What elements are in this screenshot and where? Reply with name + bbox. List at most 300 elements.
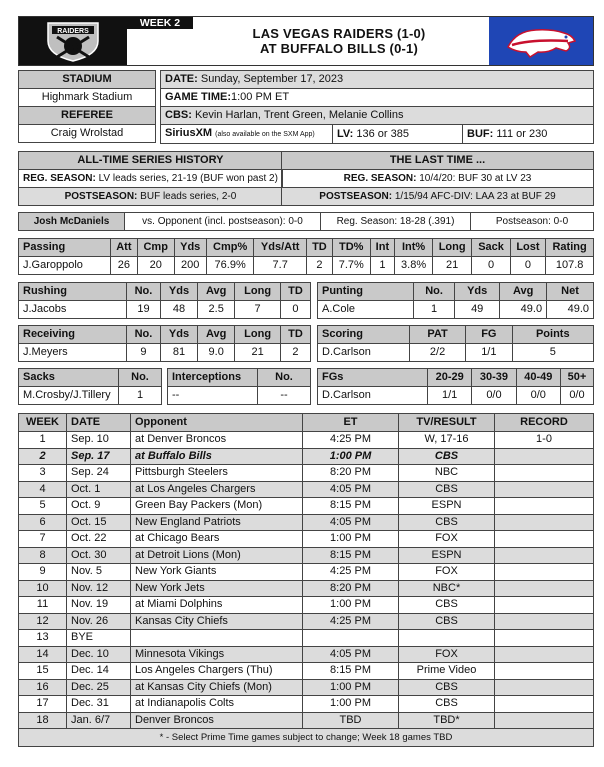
schedule-record xyxy=(495,448,594,465)
fgs-header-cell: FGs xyxy=(318,369,428,387)
schedule-time: 8:15 PM xyxy=(303,663,399,680)
interceptions-cell: -- xyxy=(258,387,311,405)
schedule-tv-result: ESPN xyxy=(399,547,495,564)
coach-postseason: Postseason: 0-0 xyxy=(471,213,594,231)
punting-header-cell: Yds xyxy=(455,283,500,301)
fgs-cell: 0/0 xyxy=(516,387,560,405)
last-time-reg-value: 10/4/20: BUF 30 at LV 23 xyxy=(419,173,532,184)
schedule-row xyxy=(19,597,594,614)
radio-label: SiriusXM xyxy=(165,127,213,139)
schedule-week: 13 xyxy=(19,630,67,647)
date-label: DATE: xyxy=(165,73,198,85)
rushing-header-row xyxy=(19,283,311,301)
schedule-row xyxy=(19,498,594,515)
schedule-opponent: at Chicago Bears xyxy=(131,531,303,548)
coach-vs-opponent: vs. Opponent (incl. postseason): 0-0 xyxy=(125,213,321,231)
passing-header-cell: Att xyxy=(111,239,138,257)
rushing-cell: 48 xyxy=(160,301,197,319)
schedule-header-cell: ET xyxy=(303,414,399,432)
schedule-header-cell: Opponent xyxy=(131,414,303,432)
schedule-record xyxy=(495,712,594,729)
schedule-time: 1:00 PM xyxy=(303,531,399,548)
punting-header-cell: Punting xyxy=(318,283,414,301)
schedule-header-row xyxy=(19,414,594,432)
punting-header-cell: Avg xyxy=(500,283,547,301)
fgs-cell: D.Carlson xyxy=(318,387,428,405)
schedule-tv-result: TBD* xyxy=(399,712,495,729)
last-time-reg-row xyxy=(282,170,594,188)
schedule-opponent xyxy=(131,630,303,647)
rushing-header-cell: No. xyxy=(127,283,161,301)
scoring-cell: 1/1 xyxy=(466,344,512,362)
rushing-header-cell: Avg xyxy=(198,283,235,301)
passing-header-row xyxy=(19,239,594,257)
last-time-table xyxy=(281,151,594,206)
schedule-opponent: Pittsburgh Steelers xyxy=(131,465,303,482)
passing-cell: 26 xyxy=(111,257,138,275)
schedule-time: 1:00 PM xyxy=(303,679,399,696)
tv-label: CBS: xyxy=(165,109,192,121)
schedule-row xyxy=(19,696,594,713)
schedule-date: Nov. 26 xyxy=(67,613,131,630)
rushing-header-cell: TD xyxy=(280,283,310,301)
receiving-header-cell: No. xyxy=(127,326,161,344)
passing-header-cell: Passing xyxy=(19,239,111,257)
schedule-time: 4:25 PM xyxy=(303,432,399,449)
schedule-record xyxy=(495,679,594,696)
schedule-tv-result: CBS xyxy=(399,613,495,630)
receiving-header-cell: TD xyxy=(280,326,310,344)
series-post-label: POSTSEASON: xyxy=(64,191,138,202)
passing-cell: 200 xyxy=(174,257,206,275)
schedule-date: Oct. 15 xyxy=(67,514,131,531)
rushing-header-cell: Rushing xyxy=(19,283,127,301)
schedule-time xyxy=(303,630,399,647)
schedule-week: 15 xyxy=(19,663,67,680)
week-label: WEEK 2 xyxy=(127,17,193,29)
schedule-week: 12 xyxy=(19,613,67,630)
receiving-cell: 9 xyxy=(127,344,161,362)
passing-cell: 2 xyxy=(306,257,332,275)
schedule-record xyxy=(495,531,594,548)
passing-cell: 7.7% xyxy=(332,257,370,275)
schedule-date: Oct. 1 xyxy=(67,481,131,498)
schedule-opponent: at Buffalo Bills xyxy=(131,448,303,465)
schedule-time: 1:00 PM xyxy=(303,597,399,614)
rushing-cell: J.Jacobs xyxy=(19,301,127,319)
schedule-week: 1 xyxy=(19,432,67,449)
receiving-header-cell: Yds xyxy=(160,326,197,344)
schedule-record: 1-0 xyxy=(495,432,594,449)
scoring-header-cell: PAT xyxy=(410,326,466,344)
schedule-row xyxy=(19,613,594,630)
schedule-time: 1:00 PM xyxy=(303,696,399,713)
interceptions-header-cell: Interceptions xyxy=(168,369,258,387)
sacks-data-row xyxy=(19,387,162,405)
rushing-cell: 19 xyxy=(127,301,161,319)
scoring-header-cell: Points xyxy=(512,326,593,344)
fgs-cell: 0/0 xyxy=(560,387,593,405)
last-time-title: THE LAST TIME ... xyxy=(282,152,594,170)
schedule-week: 4 xyxy=(19,481,67,498)
receiving-data-row xyxy=(19,344,311,362)
punting-cell: 1 xyxy=(414,301,455,319)
schedule-tv-result: CBS xyxy=(399,448,495,465)
schedule-row xyxy=(19,712,594,729)
scoring-header-row xyxy=(318,326,594,344)
schedule-row xyxy=(19,679,594,696)
rushing-header-cell: Long xyxy=(235,283,281,301)
date-row xyxy=(161,71,594,89)
sacks-header-row xyxy=(19,369,162,387)
punting-cell: A.Cole xyxy=(318,301,414,319)
last-time-post-label: POSTSEASON: xyxy=(319,191,393,202)
schedule-row xyxy=(19,481,594,498)
schedule-opponent: New York Jets xyxy=(131,580,303,597)
punting-cell: 49.0 xyxy=(500,301,547,319)
schedule-row xyxy=(19,465,594,482)
schedule-date: Sep. 24 xyxy=(67,465,131,482)
schedule-week: 9 xyxy=(19,564,67,581)
schedule-opponent: at Kansas City Chiefs (Mon) xyxy=(131,679,303,696)
fgs-data-row xyxy=(318,387,594,405)
schedule-tv-result: CBS xyxy=(399,696,495,713)
passing-cell: J.Garoppolo xyxy=(19,257,111,275)
schedule-week: 16 xyxy=(19,679,67,696)
sacks-table xyxy=(18,368,162,405)
schedule-tv-result: CBS xyxy=(399,679,495,696)
schedule-record xyxy=(495,564,594,581)
schedule-opponent: at Miami Dolphins xyxy=(131,597,303,614)
series-reg-value: LV leads series, 21-19 (BUF won past 2) xyxy=(98,173,278,184)
schedule-date: BYE xyxy=(67,630,131,647)
schedule-week: 11 xyxy=(19,597,67,614)
schedule-header-cell: DATE xyxy=(67,414,131,432)
receiving-header-cell: Avg xyxy=(198,326,235,344)
receiving-cell: 21 xyxy=(235,344,281,362)
radio-cell xyxy=(161,125,333,144)
schedule-record xyxy=(495,465,594,482)
referee-name: Craig Wrolstad xyxy=(19,125,156,143)
schedule-footnote: * - Select Prime Time games subject to change; Week 18 games TBD xyxy=(19,729,594,747)
schedule-record xyxy=(495,630,594,647)
schedule-tv-result: Prime Video xyxy=(399,663,495,680)
fgs-header-row xyxy=(318,369,594,387)
schedule-record xyxy=(495,580,594,597)
schedule-time: 4:05 PM xyxy=(303,646,399,663)
schedule-date: Nov. 12 xyxy=(67,580,131,597)
schedule-row xyxy=(19,564,594,581)
series-history-table xyxy=(18,151,283,206)
sacks-header-cell: No. xyxy=(119,369,162,387)
schedule-record xyxy=(495,481,594,498)
coach-reg-season: Reg. Season: 18-28 (.391) xyxy=(321,213,471,231)
bills-logo xyxy=(489,17,593,65)
passing-cell: 1 xyxy=(370,257,395,275)
schedule-opponent: at Indianapolis Colts xyxy=(131,696,303,713)
venue-table xyxy=(18,70,156,143)
passing-header-cell: Sack xyxy=(472,239,510,257)
buf-radio-cell xyxy=(463,125,594,144)
schedule-week: 5 xyxy=(19,498,67,515)
sacks-header-cell: Sacks xyxy=(19,369,119,387)
schedule-tv-result: NBC xyxy=(399,465,495,482)
buf-channels: 111 or 230 xyxy=(496,127,548,140)
fgs-header-cell: 40-49 xyxy=(516,369,560,387)
schedule-row xyxy=(19,531,594,548)
fgs-header-cell: 30-39 xyxy=(472,369,516,387)
schedule-row xyxy=(19,547,594,564)
sacks-cell: M.Crosby/J.Tillery xyxy=(19,387,119,405)
schedule-week: 8 xyxy=(19,547,67,564)
matchup-title-line1: LAS VEGAS RAIDERS (1-0) xyxy=(252,26,426,41)
scoring-cell: 5 xyxy=(512,344,593,362)
schedule-date: Oct. 30 xyxy=(67,547,131,564)
receiving-cell: 2 xyxy=(280,344,310,362)
schedule-opponent: at Denver Broncos xyxy=(131,432,303,449)
schedule-tv-result: FOX xyxy=(399,564,495,581)
schedule-date: Dec. 31 xyxy=(67,696,131,713)
schedule-tv-result: CBS xyxy=(399,597,495,614)
schedule-table xyxy=(18,413,594,747)
schedule-opponent: Kansas City Chiefs xyxy=(131,613,303,630)
schedule-time: 8:20 PM xyxy=(303,580,399,597)
punting-header-cell: No. xyxy=(414,283,455,301)
schedule-time: 8:15 PM xyxy=(303,547,399,564)
fgs-header-cell: 50+ xyxy=(560,369,593,387)
scoring-cell: D.Carlson xyxy=(318,344,410,362)
rushing-cell: 0 xyxy=(280,301,310,319)
series-post-value: BUF leads series, 2-0 xyxy=(140,191,237,202)
game-time: 1:00 PM ET xyxy=(231,91,290,103)
schedule-opponent: New England Patriots xyxy=(131,514,303,531)
last-time-reg-label: REG. SEASON: xyxy=(343,173,417,184)
passing-cell: 7.7 xyxy=(254,257,306,275)
schedule-date: Nov. 19 xyxy=(67,597,131,614)
passing-cell: 21 xyxy=(432,257,472,275)
schedule-record xyxy=(495,514,594,531)
passing-header-cell: TD% xyxy=(332,239,370,257)
fgs-cell: 0/0 xyxy=(472,387,516,405)
interceptions-cell: -- xyxy=(168,387,258,405)
schedule-week: 3 xyxy=(19,465,67,482)
passing-header-cell: Yds/Att xyxy=(254,239,306,257)
schedule-record xyxy=(495,663,594,680)
passing-cell: 20 xyxy=(137,257,174,275)
receiving-table xyxy=(18,325,311,362)
schedule-row xyxy=(19,432,594,449)
receiving-cell: 9.0 xyxy=(198,344,235,362)
scoring-header-cell: FG xyxy=(466,326,512,344)
passing-header-cell: Long xyxy=(432,239,472,257)
game-date: Sunday, September 17, 2023 xyxy=(200,73,344,85)
passing-header-cell: Cmp xyxy=(137,239,174,257)
punting-data-row xyxy=(318,301,594,319)
passing-cell: 76.9% xyxy=(206,257,254,275)
schedule-tv-result: CBS xyxy=(399,514,495,531)
schedule-date: Nov. 5 xyxy=(67,564,131,581)
buf-label: BUF: xyxy=(467,127,494,140)
schedule-body xyxy=(19,432,594,729)
schedule-time: 8:15 PM xyxy=(303,498,399,515)
coach-name: Josh McDaniels xyxy=(19,213,125,231)
schedule-record xyxy=(495,547,594,564)
game-header xyxy=(18,16,594,66)
receiving-header-cell: Long xyxy=(235,326,281,344)
interceptions-header-row xyxy=(168,369,311,387)
schedule-time: 4:05 PM xyxy=(303,514,399,531)
passing-cell: 107.8 xyxy=(546,257,594,275)
schedule-week: 6 xyxy=(19,514,67,531)
schedule-row xyxy=(19,580,594,597)
raiders-shield-icon xyxy=(42,19,104,63)
sacks-cell: 1 xyxy=(119,387,162,405)
fgs-cell: 1/1 xyxy=(428,387,472,405)
schedule-row xyxy=(19,663,594,680)
schedule-tv-result: CBS xyxy=(399,481,495,498)
passing-cell: 0 xyxy=(472,257,510,275)
scoring-header-cell: Scoring xyxy=(318,326,410,344)
matchup-title-line2: AT BUFFALO BILLS (0-1) xyxy=(260,41,418,56)
schedule-opponent: Los Angeles Chargers (Thu) xyxy=(131,663,303,680)
schedule-date: Oct. 22 xyxy=(67,531,131,548)
schedule-week: 7 xyxy=(19,531,67,548)
referee-label: REFEREE xyxy=(19,107,156,125)
series-post-row xyxy=(19,188,283,206)
matchup-title xyxy=(194,26,484,56)
interceptions-data-row xyxy=(168,387,311,405)
scoring-cell: 2/2 xyxy=(410,344,466,362)
passing-header-cell: Rating xyxy=(546,239,594,257)
rushing-data-row xyxy=(19,301,311,319)
passing-header-cell: Cmp% xyxy=(206,239,254,257)
passing-cell: 3.8% xyxy=(395,257,433,275)
schedule-week: 2 xyxy=(19,448,67,465)
schedule-record xyxy=(495,597,594,614)
passing-header-cell: Lost xyxy=(510,239,546,257)
schedule-opponent: at Detroit Lions (Mon) xyxy=(131,547,303,564)
schedule-row xyxy=(19,448,594,465)
punting-table xyxy=(317,282,594,319)
rushing-header-cell: Yds xyxy=(160,283,197,301)
schedule-row xyxy=(19,646,594,663)
lv-channels: 136 or 385 xyxy=(356,127,409,140)
passing-header-cell: Int xyxy=(370,239,395,257)
schedule-tv-result: ESPN xyxy=(399,498,495,515)
schedule-date: Dec. 25 xyxy=(67,679,131,696)
punting-cell: 49.0 xyxy=(547,301,594,319)
schedule-time: 4:05 PM xyxy=(303,481,399,498)
schedule-date: Dec. 10 xyxy=(67,646,131,663)
schedule-header-cell: TV/RESULT xyxy=(399,414,495,432)
scoring-data-row xyxy=(318,344,594,362)
schedule-date: Dec. 14 xyxy=(67,663,131,680)
schedule-time: 8:20 PM xyxy=(303,465,399,482)
bills-buffalo-icon xyxy=(502,21,580,61)
radio-note: (also available on the SXM App) xyxy=(215,131,315,138)
passing-data-row xyxy=(19,257,594,275)
schedule-row xyxy=(19,514,594,531)
schedule-time: 4:25 PM xyxy=(303,564,399,581)
schedule-opponent: Denver Broncos xyxy=(131,712,303,729)
schedule-record xyxy=(495,498,594,515)
last-time-post-value: 1/15/94 AFC-DIV: LAA 23 at BUF 29 xyxy=(394,191,556,202)
schedule-week: 17 xyxy=(19,696,67,713)
raiders-logo xyxy=(19,17,127,65)
stadium-label: STADIUM xyxy=(19,71,156,89)
time-row xyxy=(161,89,594,107)
lv-radio-cell xyxy=(333,125,463,144)
game-info-table xyxy=(160,70,594,144)
punting-header-cell: Net xyxy=(547,283,594,301)
svg-text:RAIDERS: RAIDERS xyxy=(57,28,89,35)
passing-table xyxy=(18,238,594,275)
series-history-title: ALL-TIME SERIES HISTORY xyxy=(19,152,283,170)
time-label: GAME TIME: xyxy=(165,91,231,103)
schedule-header-cell: WEEK xyxy=(19,414,67,432)
series-reg-row xyxy=(19,170,283,188)
schedule-date: Sep. 10 xyxy=(67,432,131,449)
schedule-row xyxy=(19,630,594,647)
schedule-tv-result: W, 17-16 xyxy=(399,432,495,449)
receiving-header-row xyxy=(19,326,311,344)
rushing-cell: 2.5 xyxy=(198,301,235,319)
schedule-header-cell: RECORD xyxy=(495,414,594,432)
schedule-time: 4:25 PM xyxy=(303,613,399,630)
passing-header-cell: Yds xyxy=(174,239,206,257)
schedule-tv-result: FOX xyxy=(399,646,495,663)
schedule-record xyxy=(495,646,594,663)
schedule-opponent: at Los Angeles Chargers xyxy=(131,481,303,498)
schedule-tv-result: NBC* xyxy=(399,580,495,597)
stadium-name: Highmark Stadium xyxy=(19,89,156,107)
interceptions-header-cell: No. xyxy=(258,369,311,387)
tv-row xyxy=(161,107,594,125)
receiving-header-cell: Receiving xyxy=(19,326,127,344)
schedule-week: 14 xyxy=(19,646,67,663)
receiving-cell: 81 xyxy=(160,344,197,362)
fgs-header-cell: 20-29 xyxy=(428,369,472,387)
passing-header-cell: Int% xyxy=(395,239,433,257)
punting-header-row xyxy=(318,283,594,301)
schedule-opponent: New York Giants xyxy=(131,564,303,581)
scoring-table xyxy=(317,325,594,362)
interceptions-table xyxy=(167,368,311,405)
passing-header-cell: TD xyxy=(306,239,332,257)
schedule-week: 10 xyxy=(19,580,67,597)
schedule-opponent: Green Bay Packers (Mon) xyxy=(131,498,303,515)
schedule-date: Sep. 17 xyxy=(67,448,131,465)
schedule-date: Jan. 6/7 xyxy=(67,712,131,729)
schedule-tv-result xyxy=(399,630,495,647)
schedule-time: 1:00 PM xyxy=(303,448,399,465)
punting-cell: 49 xyxy=(455,301,500,319)
schedule-time: TBD xyxy=(303,712,399,729)
rushing-table xyxy=(18,282,311,319)
lv-label: LV: xyxy=(337,127,354,140)
series-reg-label: REG. SEASON: xyxy=(23,173,96,184)
schedule-week: 18 xyxy=(19,712,67,729)
receiving-cell: J.Meyers xyxy=(19,344,127,362)
rushing-cell: 7 xyxy=(235,301,281,319)
fgs-table xyxy=(317,368,594,405)
schedule-date: Oct. 9 xyxy=(67,498,131,515)
schedule-record xyxy=(495,613,594,630)
passing-cell: 0 xyxy=(510,257,546,275)
last-time-post-row xyxy=(282,188,594,206)
coach-record-table xyxy=(18,212,594,231)
tv-crew: Kevin Harlan, Trent Green, Melanie Collins xyxy=(194,109,404,121)
